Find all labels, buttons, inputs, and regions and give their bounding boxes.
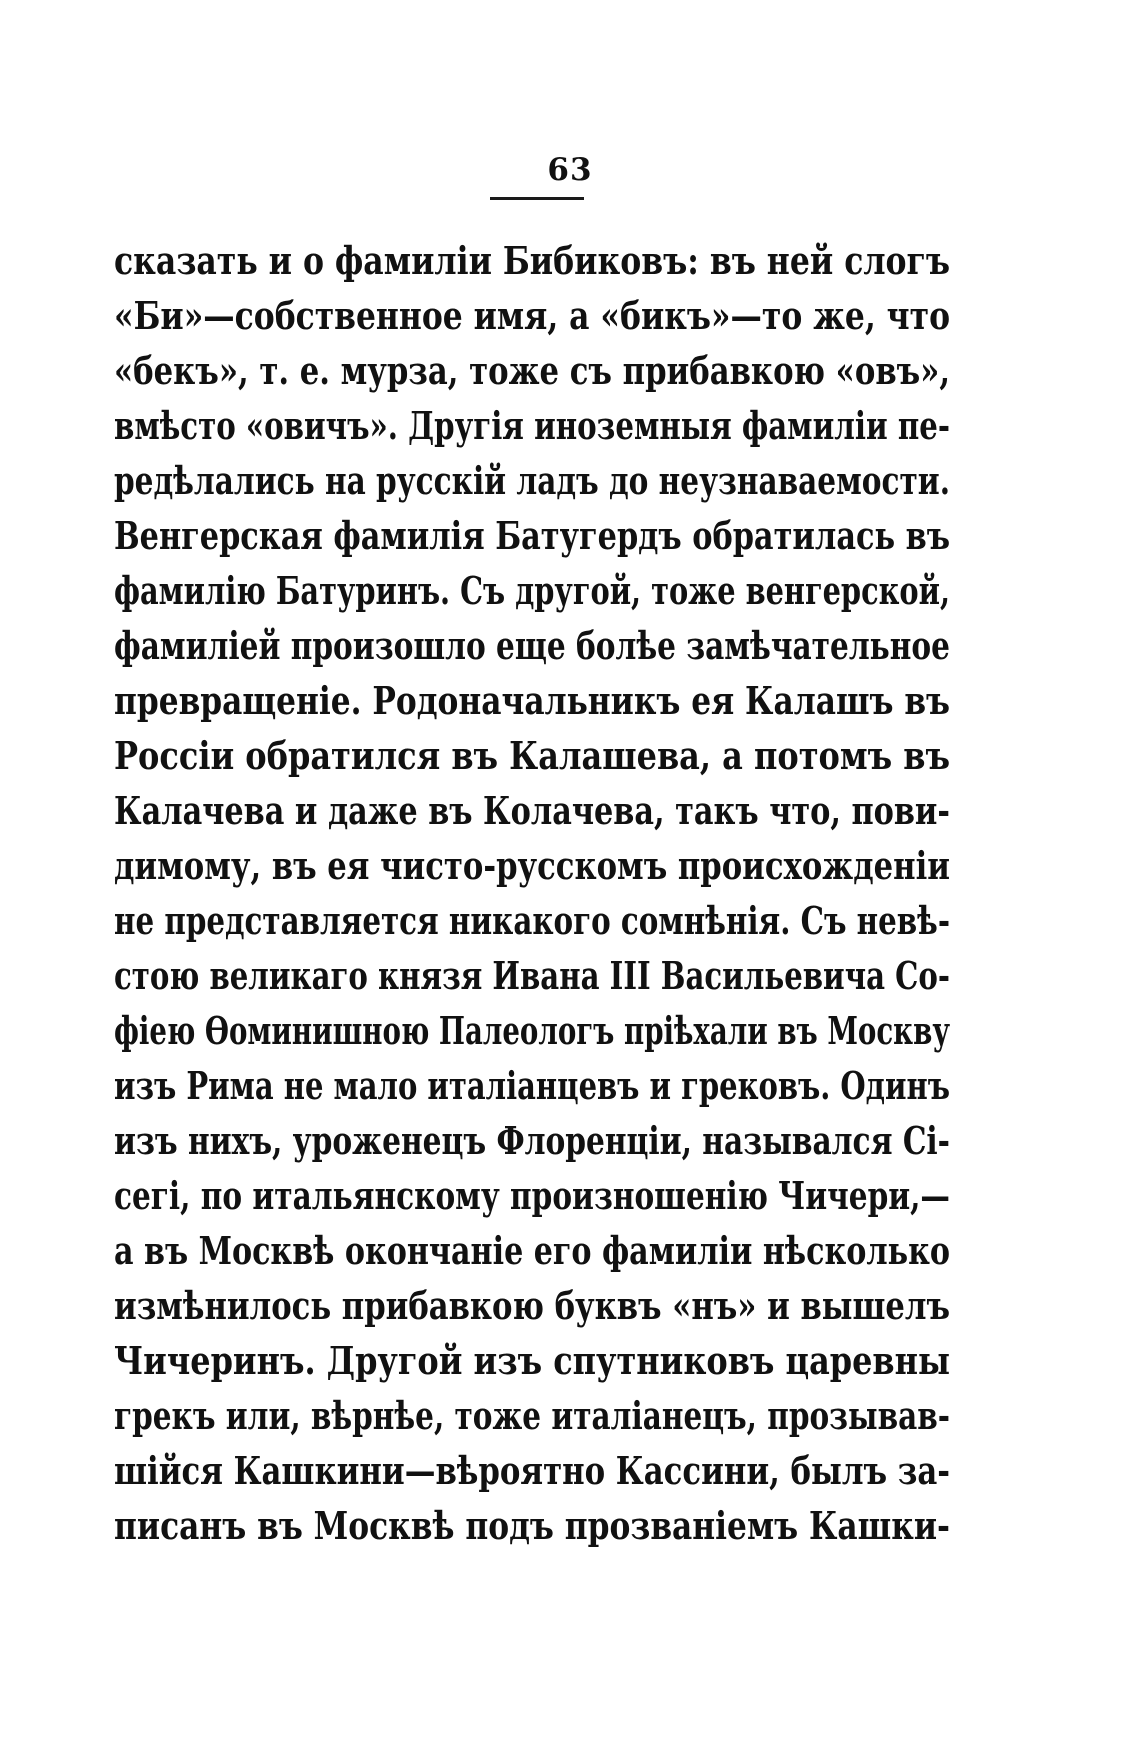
text-line: Россіи обратился въ Калашева, а потомъ въ xyxy=(114,734,950,779)
text-line: Калачева и даже въ Колачева, такъ что, пови- xyxy=(114,789,950,834)
text-line: шійся Кашкини—вѣроятно Кассини, былъ за- xyxy=(114,1449,950,1494)
text-line: не представляется никакого сомнѣнія. Съ невѣ- xyxy=(114,899,950,944)
text-line: фамиліей произошло еще болѣе замѣчательное xyxy=(114,624,950,669)
text-line: грекъ или, вѣрнѣе, тоже италіанецъ, прозывав- xyxy=(114,1394,950,1439)
text-line: Венгерская фамилія Батугердъ обратилась въ xyxy=(114,514,950,559)
text-line: сказать и о фамиліи Бибиковъ: въ ней слогъ xyxy=(114,239,950,284)
page-number: 63 xyxy=(547,152,593,188)
text-line: димому, въ ея чисто-русскомъ происхожденіи xyxy=(114,844,950,889)
text-line: вмѣсто «овичъ». Другія иноземныя фамиліи пе- xyxy=(114,404,950,449)
text-line: стою великаго князя Ивана III Васильевича Со- xyxy=(114,954,950,999)
text-line: Чичеринъ. Другой изъ спутниковъ царевны xyxy=(114,1339,950,1384)
text-line: превращеніе. Родоначальникъ ея Калашъ въ xyxy=(114,679,950,724)
text-line: писанъ въ Москвѣ подъ прозваніемъ Кашки- xyxy=(114,1504,950,1549)
text-line: «бекъ», т. е. мурза, тоже съ прибавкою «овъ», xyxy=(114,349,950,394)
text-line: «Би»—собственное имя, а «бикъ»—то же, что xyxy=(114,294,950,339)
body-text xyxy=(114,234,950,1554)
text-line: фіею Ѳоминишною Палеологъ пріѣхали въ Москву xyxy=(114,1009,950,1054)
page-number-rule xyxy=(490,197,584,200)
text-line: сегі, по итальянскому произношенію Чичери,— xyxy=(114,1174,950,1219)
text-line: измѣнилось прибавкою буквъ «нъ» и вышелъ xyxy=(114,1284,950,1329)
text-line: изъ Рима не мало италіанцевъ и грековъ. Одинъ xyxy=(114,1064,950,1109)
text-line: фамилію Батуринъ. Съ другой, тоже венгерской, xyxy=(114,569,950,614)
text-line: а въ Москвѣ окончаніе его фамиліи нѣсколько xyxy=(114,1229,950,1274)
text-line: изъ нихъ, уроженецъ Флоренціи, назывался Сі- xyxy=(114,1119,950,1164)
text-line: редѣлались на русскій ладъ до неузнаваемости. xyxy=(114,459,950,504)
